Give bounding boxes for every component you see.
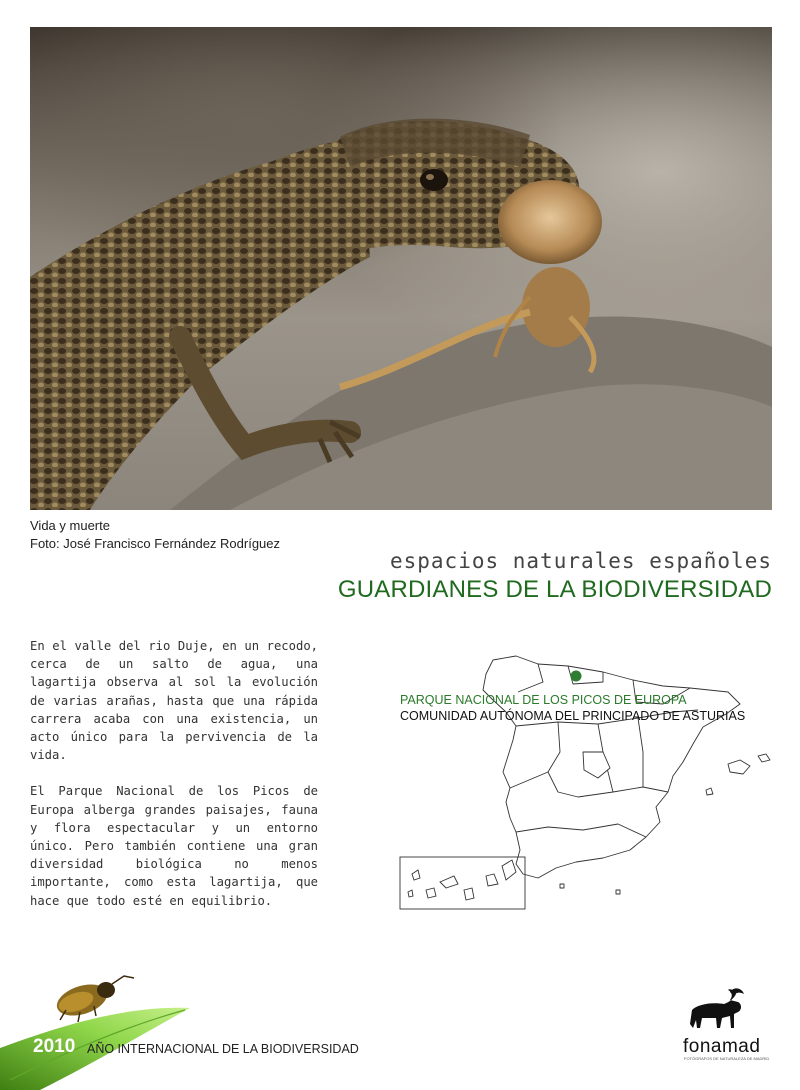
body-paragraph: En el valle del rio Duje, en un recodo, cerca de un salto de agua, una lagartija observa al sol la evolución de varias arañas, hasta que una rápida carrera acaba con una existencia, un acto único para la pervivencia de la vida.	[30, 639, 318, 763]
logo-tagline: FOTÓGRAFOS DE NATURALEZA DE MADRID	[684, 1056, 770, 1061]
lizard-illustration	[30, 27, 772, 510]
photo-caption	[30, 517, 280, 553]
caption-title: Vida y muerte	[30, 518, 110, 533]
body-text	[30, 637, 318, 910]
footer-year: 2010	[33, 1036, 76, 1057]
mainland-outline	[483, 656, 740, 878]
lizard-photo	[30, 27, 772, 510]
body-paragraph: El Parque Nacional de los Picos de Europa alberga grandes paisajes, fauna y flora espectacular y un entorno único. Pero también contiene una gran diversidad biológica no menos importante, como esta lagartija, que hace que todo esté en equilibrio.	[30, 784, 318, 908]
footer-text: AÑO INTERNACIONAL DE LA BIODIVERSIDAD	[87, 1042, 359, 1056]
map-park-name: PARQUE NACIONAL DE LOS PICOS DE EUROPA	[400, 693, 687, 707]
logo-name: fonamad	[683, 1036, 761, 1057]
caption-credit: Foto: José Francisco Fernández Rodríguez	[30, 536, 281, 551]
ibex-logo	[680, 988, 750, 1036]
leaf-beetle-illustration	[0, 970, 200, 1090]
map-region-name: COMUNIDAD AUTÓNOMA DEL PRINCIPADO DE ASTURIAS	[400, 709, 746, 723]
series-subtitle: espacios naturales españoles	[389, 549, 772, 573]
spain-map	[398, 652, 778, 912]
park-location-marker	[571, 671, 582, 682]
series-title: GUARDIANES DE LA BIODIVERSIDAD	[337, 576, 772, 603]
